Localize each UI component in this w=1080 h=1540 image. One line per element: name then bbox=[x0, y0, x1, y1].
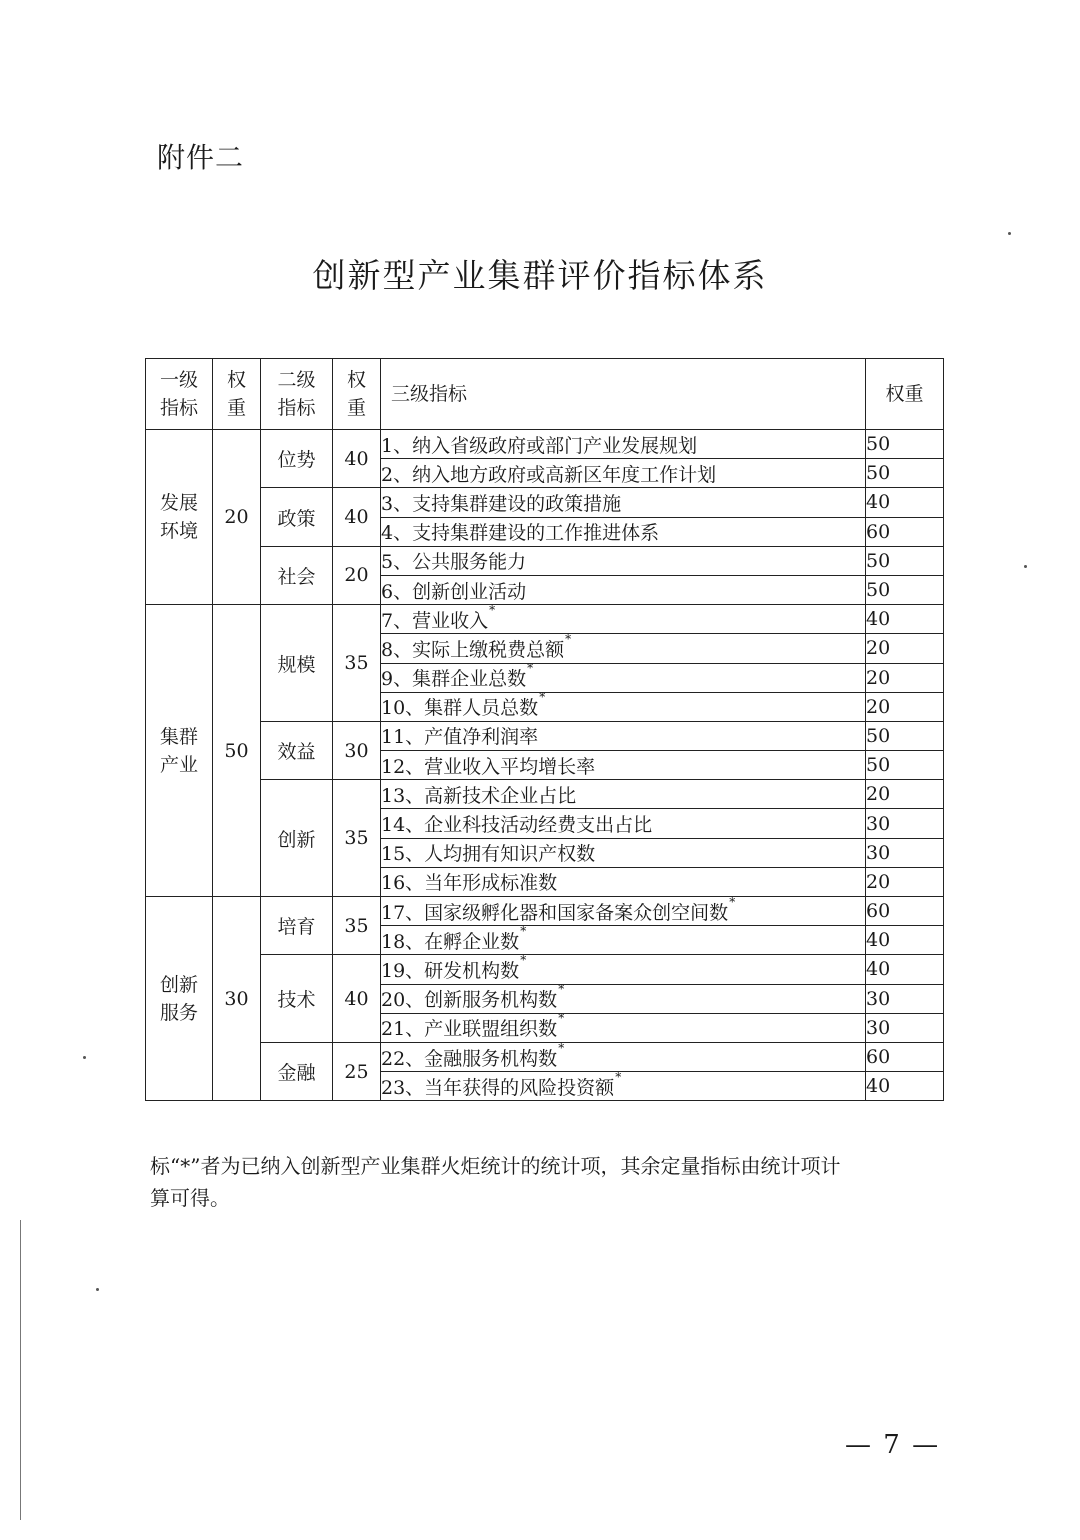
document-title: 创新型产业集群评价指标体系 bbox=[312, 256, 768, 295]
table-row bbox=[146, 605, 944, 634]
statistic-mark: * bbox=[565, 631, 572, 646]
table-row bbox=[146, 780, 944, 809]
level2-weight: 40 bbox=[333, 430, 381, 488]
level3-weight: 40 bbox=[866, 955, 944, 984]
level3-weight: 40 bbox=[866, 605, 944, 634]
level3-label: 3、支持集群建设的政策措施 bbox=[381, 492, 622, 515]
level2-indicator: 金融 bbox=[261, 1042, 333, 1100]
level2-weight: 40 bbox=[333, 955, 381, 1043]
level3-label: 10、集群人员总数 bbox=[381, 697, 539, 720]
level3-indicator bbox=[381, 602, 866, 634]
level3-weight: 40 bbox=[866, 1072, 944, 1101]
table-row bbox=[146, 1042, 944, 1071]
level3-label: 14、企业科技活动经费支出占比 bbox=[381, 814, 653, 837]
level3-indicator bbox=[381, 459, 866, 488]
level3-label: 16、当年形成标准数 bbox=[381, 872, 558, 895]
scan-speck bbox=[1008, 232, 1011, 235]
header-level3: 三级指标 bbox=[381, 359, 866, 430]
footnote bbox=[150, 1150, 945, 1214]
level2-indicator: 技术 bbox=[261, 955, 333, 1043]
table-row bbox=[146, 955, 944, 984]
level2-weight: 25 bbox=[333, 1042, 381, 1100]
level1-weight: 50 bbox=[213, 605, 261, 897]
level3-weight: 20 bbox=[866, 780, 944, 809]
level2-weight: 20 bbox=[333, 546, 381, 604]
level3-weight: 20 bbox=[866, 663, 944, 692]
level3-indicator bbox=[381, 984, 866, 1013]
level3-weight: 50 bbox=[866, 751, 944, 780]
level3-indicator bbox=[381, 546, 866, 575]
level3-label: 12、营业收入平均增长率 bbox=[381, 755, 596, 778]
footnote-line: 标“*”者为已纳入创新型产业集群火炬统计的统计项，其余定量指标由统计项计 bbox=[150, 1154, 841, 1178]
table-row bbox=[146, 430, 944, 459]
level3-label: 15、人均拥有知识产权数 bbox=[381, 843, 596, 866]
level3-weight: 50 bbox=[866, 721, 944, 750]
statistic-mark: * bbox=[558, 1011, 565, 1026]
level1-name-line: 创新 bbox=[159, 973, 198, 996]
scan-speck bbox=[1024, 565, 1027, 568]
table-row bbox=[146, 721, 944, 750]
level3-weight: 50 bbox=[866, 430, 944, 459]
level3-indicator bbox=[381, 430, 866, 459]
level2-weight: 35 bbox=[333, 780, 381, 897]
level2-indicator: 位势 bbox=[261, 430, 333, 488]
level3-weight: 30 bbox=[866, 1013, 944, 1042]
level3-label: 23、当年获得的风险投资额 bbox=[381, 1076, 615, 1099]
level3-label: 5、公共服务能力 bbox=[381, 551, 527, 574]
statistic-mark: * bbox=[539, 690, 546, 705]
header-weight1: 权 重 bbox=[213, 359, 261, 430]
level3-weight: 40 bbox=[866, 926, 944, 955]
page-number: — 7 — bbox=[845, 1430, 941, 1460]
level3-indicator bbox=[381, 780, 866, 809]
level3-indicator bbox=[381, 575, 866, 604]
table-row bbox=[146, 488, 944, 517]
level2-indicator: 社会 bbox=[261, 546, 333, 604]
level3-weight: 30 bbox=[866, 838, 944, 867]
level3-indicator bbox=[381, 1042, 866, 1071]
level2-indicator: 效益 bbox=[261, 721, 333, 779]
level2-weight: 40 bbox=[333, 488, 381, 546]
level1-name-line: 环境 bbox=[159, 520, 198, 543]
level1-weight: 20 bbox=[213, 430, 261, 605]
level3-indicator bbox=[381, 952, 866, 984]
level3-weight: 30 bbox=[866, 809, 944, 838]
table-row bbox=[146, 897, 944, 926]
level3-label: 8、实际上缴税费总额 bbox=[381, 638, 565, 661]
level2-weight: 35 bbox=[333, 605, 381, 722]
level3-indicator bbox=[381, 894, 866, 926]
scan-margin-line bbox=[20, 1220, 21, 1520]
level3-weight: 40 bbox=[866, 488, 944, 517]
statistic-mark: * bbox=[527, 661, 534, 676]
level3-indicator bbox=[381, 631, 866, 663]
level3-weight: 20 bbox=[866, 634, 944, 663]
level2-indicator: 规模 bbox=[261, 605, 333, 722]
level3-indicator bbox=[381, 867, 866, 896]
level3-label: 6、创新创业活动 bbox=[381, 580, 527, 603]
footnote-line: 算可得。 bbox=[150, 1186, 230, 1210]
level3-weight: 20 bbox=[866, 867, 944, 896]
level3-weight: 50 bbox=[866, 546, 944, 575]
level2-indicator: 创新 bbox=[261, 780, 333, 897]
level2-indicator: 政策 bbox=[261, 488, 333, 546]
table-row bbox=[146, 546, 944, 575]
level1-indicator bbox=[146, 605, 213, 897]
header-level1: 一级 指标 bbox=[146, 359, 213, 430]
level1-name-line: 发展 bbox=[159, 492, 198, 515]
statistic-mark: * bbox=[558, 982, 565, 997]
level1-weight: 30 bbox=[213, 897, 261, 1101]
level3-label: 18、在孵企业数 bbox=[381, 930, 520, 953]
statistic-mark: * bbox=[520, 952, 527, 967]
level3-indicator bbox=[381, 663, 866, 692]
level3-label: 19、研发机构数 bbox=[381, 959, 520, 982]
level3-indicator bbox=[381, 692, 866, 721]
level3-weight: 20 bbox=[866, 692, 944, 721]
level3-indicator bbox=[381, 1013, 866, 1042]
level3-label: 21、产业联盟组织数 bbox=[381, 1018, 558, 1041]
level2-indicator: 培育 bbox=[261, 897, 333, 955]
level3-weight: 50 bbox=[866, 575, 944, 604]
level3-label: 4、支持集群建设的工作推进体系 bbox=[381, 522, 660, 545]
level3-label: 20、创新服务机构数 bbox=[381, 989, 558, 1012]
statistic-mark: * bbox=[520, 923, 527, 938]
table-header-row bbox=[146, 359, 944, 430]
level3-weight: 60 bbox=[866, 1042, 944, 1071]
level1-indicator bbox=[146, 897, 213, 1101]
level3-label: 2、纳入地方政府或高新区年度工作计划 bbox=[381, 463, 717, 486]
level3-label: 7、营业收入 bbox=[381, 609, 489, 632]
level2-weight: 35 bbox=[333, 897, 381, 955]
statistic-mark: * bbox=[489, 602, 496, 617]
level3-indicator bbox=[381, 923, 866, 955]
scan-speck bbox=[83, 1056, 86, 1059]
indicator-table bbox=[145, 358, 944, 1101]
level3-indicator bbox=[381, 751, 866, 780]
level3-indicator bbox=[381, 517, 866, 546]
statistic-mark: * bbox=[615, 1069, 622, 1084]
header-level2: 二级 指标 bbox=[261, 359, 333, 430]
level3-label: 9、集群企业总数 bbox=[381, 668, 527, 691]
level3-indicator bbox=[381, 1069, 866, 1101]
level1-name-line: 服务 bbox=[159, 1001, 198, 1024]
level1-name-line: 产业 bbox=[159, 753, 198, 776]
level3-indicator bbox=[381, 809, 866, 838]
header-weight3: 权重 bbox=[866, 359, 944, 430]
level3-indicator bbox=[381, 488, 866, 517]
level3-weight: 60 bbox=[866, 517, 944, 546]
level2-weight: 30 bbox=[333, 721, 381, 779]
level1-indicator bbox=[146, 430, 213, 605]
level3-weight: 30 bbox=[866, 984, 944, 1013]
level1-name-line: 集群 bbox=[159, 725, 198, 748]
level3-label: 17、国家级孵化器和国家备案众创空间数 bbox=[381, 901, 729, 924]
annex-label: 附件二 bbox=[157, 141, 245, 174]
scan-speck bbox=[96, 1288, 99, 1291]
statistic-mark: * bbox=[729, 894, 736, 909]
level3-label: 22、金融服务机构数 bbox=[381, 1047, 558, 1070]
header-weight2: 权 重 bbox=[333, 359, 381, 430]
level3-indicator bbox=[381, 838, 866, 867]
level3-label: 1、纳入省级政府或部门产业发展规划 bbox=[381, 434, 698, 457]
level3-label: 13、高新技术企业占比 bbox=[381, 784, 577, 807]
level3-label: 11、产值净利润率 bbox=[381, 726, 539, 749]
level3-indicator bbox=[381, 721, 866, 750]
level3-weight: 50 bbox=[866, 459, 944, 488]
level3-weight: 60 bbox=[866, 897, 944, 926]
statistic-mark: * bbox=[558, 1040, 565, 1055]
